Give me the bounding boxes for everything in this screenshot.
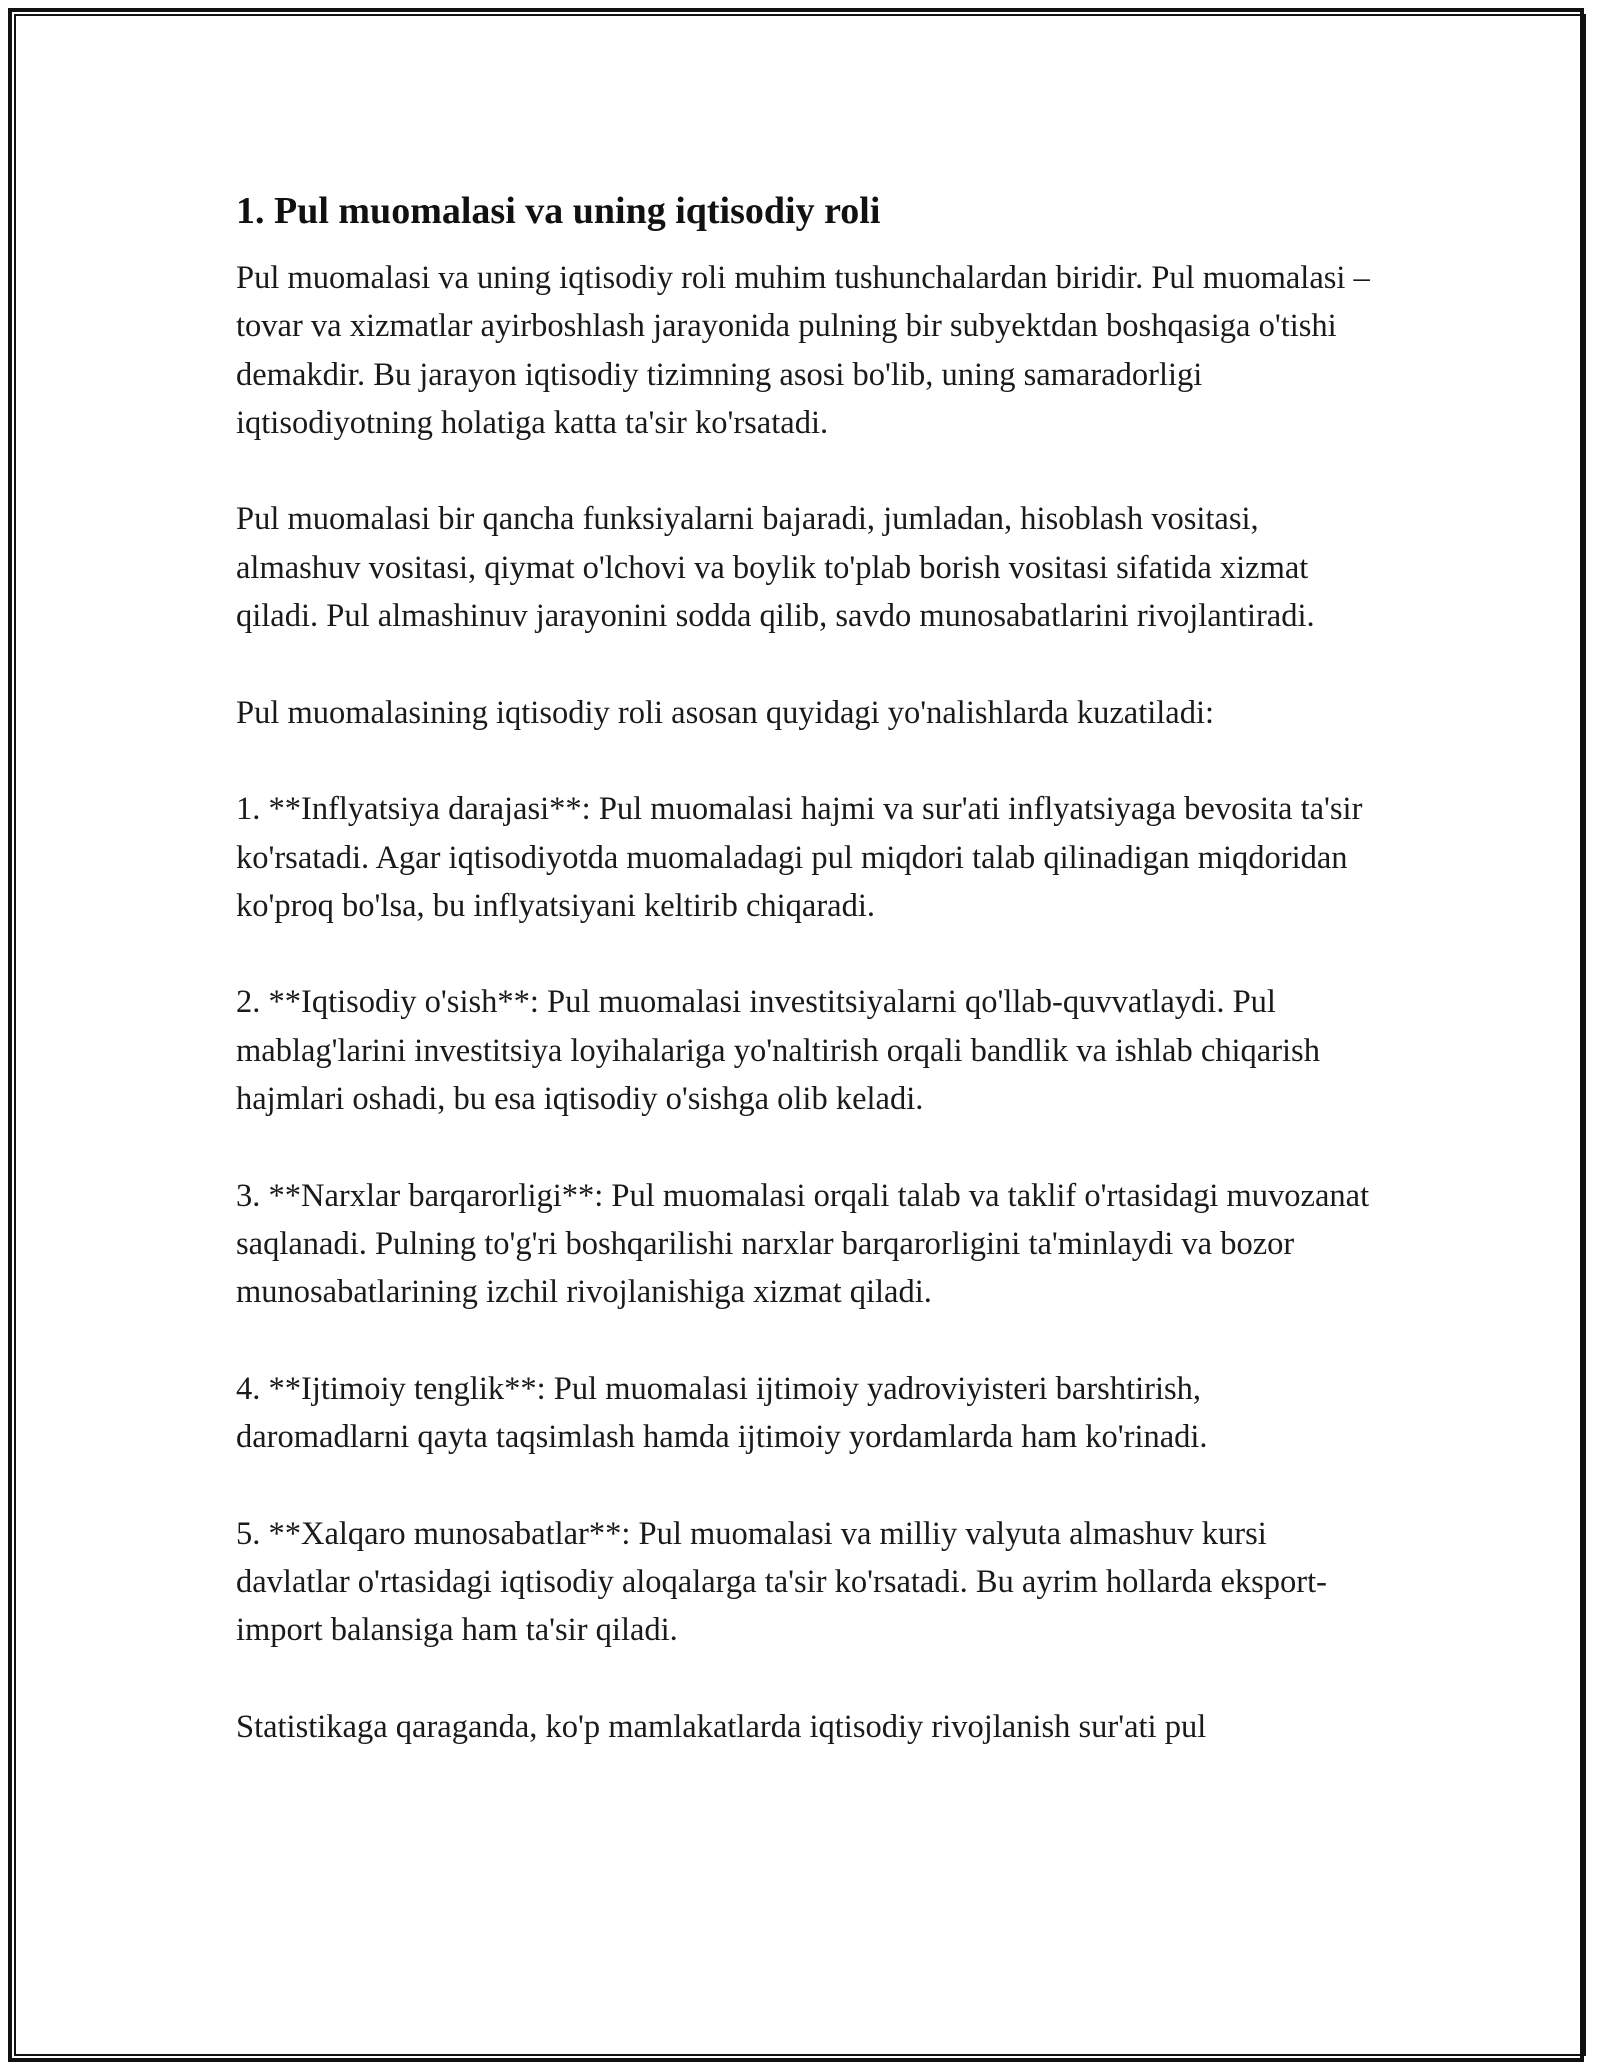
document-title: 1. Pul muomalasi va uning iqtisodiy roli (236, 190, 881, 232)
paragraph-functions: Pul muomalasi bir qancha funksiyalarni bajaradi, jumladan, hisoblash vositasi, almashuv vositasi, qiymat o'lchovi va boylik to'plab borish vositasi sifatida xizmat qiladi. Pul almashinuv jarayonini sodda qilib, savdo munosabatlarini rivojlantiradi. (236, 501, 1315, 635)
list-item-international: 5. **Xalqaro munosabatlar**: Pul muomalasi va milliy valyuta almashuv kursi davlatlar o'rtasidagi iqtisodiy aloqalarga ta'sir ko'rsatadi. Bu ayrim hollarda eksport-import balansiga ham ta'sir qiladi. (236, 1515, 1327, 1649)
list-item-social-equality: 4. **Ijtimoiy tenglik**: Pul muomalasi ijtimoiy yadroviyisteri barshtirish, daromadlarni qayta taqsimlash hamda ijtimoiy yordamlarda ham ko'rinadi. (236, 1370, 1208, 1456)
paragraph-statistics: Statistikaga qaraganda, ko'p mamlakatlarda iqtisodiy rivojlanish sur'ati pul (236, 1708, 1207, 1745)
paragraph-intro: Pul muomalasi va uning iqtisodiy roli muhim tushunchalardan biridir. Pul muomalasi – tovar va xizmatlar ayirboshlash jarayonida pulning bir subyektdan boshqasiga o'tishi demakdir. Bu jarayon iqtisodiy tizimning asosi bo'lib, uning samaradorligi iqtisodiyotning holatiga katta ta'sir ko'rsatadi. (236, 260, 1370, 441)
paragraph-roles-intro: Pul muomalasining iqtisodiy roli asosan quyidagi yo'nalishlarda kuzatiladi: (236, 694, 1215, 731)
list-item-growth: 2. **Iqtisodiy o'sish**: Pul muomalasi investitsiyalarni qo'llab-quvvatlaydi. Pul mablag'larini investitsiya loyihalariga yo'naltirish orqali bandlik va ishlab chiqarish hajmlari oshadi, bu esa iqtisodiy o'sishga olib keladi. (236, 984, 1320, 1118)
list-item-inflation: 1. **Inflyatsiya darajasi**: Pul muomalasi hajmi va sur'ati inflyatsiyaga bevosita ta'sir ko'rsatadi. Agar iqtisodiyotda muomaladagi pul miqdori talab qilinadigan miqdoridan ko'proq bo'lsa, bu inflyatsiyani keltirib chiqaradi. (236, 791, 1363, 924)
document-body (236, 186, 1376, 1800)
list-item-price-stability: 3. **Narxlar barqarorligi**: Pul muomalasi orqali talab va taklif o'rtasidagi muvozanat saqlanadi. Pulning to'g'ri boshqarilishi narxlar barqarorligini ta'minlaydi va bozor munosabatlarining izchil rivojlanishiga xizmat qiladi. (236, 1177, 1370, 1311)
